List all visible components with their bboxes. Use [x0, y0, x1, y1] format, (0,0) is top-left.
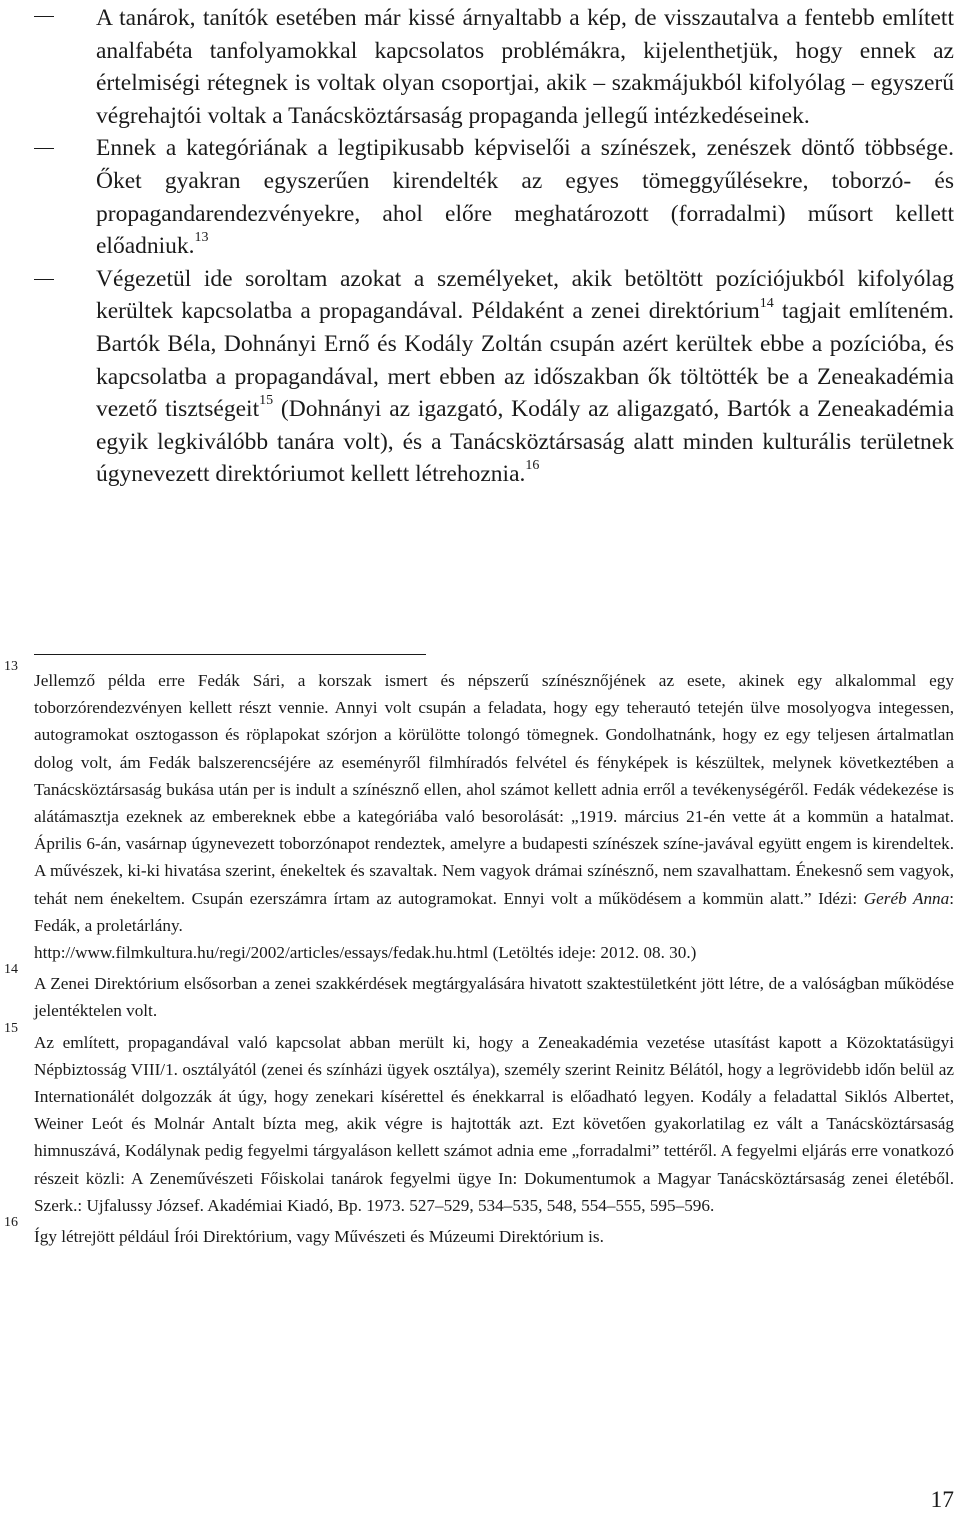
paragraph-text: A tanárok, tanítók esetében már kissé árnyaltabb a kép, de visszautalva a fentebb említett analfabéta tanfolyamokkal kapcsolatos problémákra, kijelenthetjük, hogy ennek az értelmiségi rétegnek is voltak olyan csoportjai, akik – szakmájukból kifolyólag – egyszerű végrehajtói voltak a Tanácsköztársaság propaganda jellegű intézkedéseinek.: [96, 5, 954, 129]
footnote-ref[interactable]: 13: [194, 230, 209, 246]
footnote-number: 15: [4, 1020, 18, 1036]
footnote: [0, 1215, 960, 1250]
paragraph-text: Végezetül ide soroltam azokat a személyeket, akik betöltött pozíciójukból kifolyólag kerültek kapcsolatba a propagandával. Példaként a zenei direktórium: [96, 265, 954, 325]
paragraph-text: Ennek a kategóriának a legtipikusabb képviselői a színészek, zenészek döntő többsége. Őket gyakran egyszerűen kirendelték az egyes tömeggyűlésekre, toborzó- és propagandarendezvényekre, ahol előre meghatározott (forradalmi) műsort kellett előadniuk.: [96, 135, 954, 260]
dash-bullet-icon: [34, 16, 54, 17]
page-number: 17: [930, 1487, 954, 1513]
footnote-number: 14: [4, 962, 18, 978]
footnote: [0, 962, 960, 1024]
footnote-text: Jellemző példa erre Fedák Sári, a korszak ismert és népszerű színésznőjének az esete, akinek egy alkalommal egy toborzórendezvényen kellett részt vennie. Annyi volt csupán a feladata, hogy egy teherautó tetején ülve mosolyogva integessen, autogramokat osztogasson és röplapokat szórjon a körülötte tolongó tömegnek. Gondolhatnánk, hogy ez egy teljesen ártalmatlan dolog volt, ám Fedák balszerencséjére az eseményről filmhíradós felvétel és fényképek is készültek, melynek következtében a Tanácsköztársaság bukása után per is indult a színésznő ellen, ahol számot kellett adnia erről a tevékenységéről. Fedák védekezése is alátámasztja ezeknek az embereknek ebbe a kategóriába való besorolását: „1919. március 21-én vette át a kommün a hatalmat. Április 6-án, vasárnap úgynevezett toborzónapot rendeztek, amelyre a budapesti színészek színe-javával együtt engem is kirendeltek. A művészek, ki-ki hivatása szerint, énekeltek és szavaltak. Nem vagyok drámai színésznő, nem szavalhattam. Énekesnő sem vagyok, tehát nem énekeltem. Csupán ezerszámra írtam az autogramokat. Ennyi volt a működésem a kommün alatt.” Idézi:: [34, 671, 954, 908]
footnote-text: Így létrejött például Írói Direktórium, vagy Művészeti és Múzeumi Direktórium is.: [34, 1227, 604, 1247]
footnote-text: A Zenei Direktórium elsősorban a zenei szakkérdések megtárgyalására hivatott szaktestületként jött létre, de a valóságban működése jelentéktelen volt.: [34, 974, 954, 1021]
paragraph-text: (Dohnányi az igazgató, Kodály az aligazgató, Bartók a Zeneakadémia egyik legkiválóbb tanára volt), és a Tanácsköztársaság alatt minden kulturális területnek úgynevezett direktóriumot kellett létrehoznia.: [96, 396, 954, 488]
footnote-ref[interactable]: 14: [759, 295, 774, 311]
footnote-url-line[interactable]: http://www.filmkultura.hu/regi/2002/articles/essays/fedak.hu.html (Letöltés ideje: 2012. 08. 30.): [34, 943, 697, 963]
footnote-number: 13: [4, 659, 18, 674]
bullet-paragraph: [0, 0, 960, 132]
footnote-number: 16: [4, 1215, 18, 1231]
main-text: [0, 0, 960, 491]
footnote-text: : Fedák, a proletárlány.: [34, 888, 955, 935]
paragraph-text: tagjait említeném. Bartók Béla, Dohnányi Ernő és Kodály Zoltán csupán azért kerültek ebbe a pozícióba, és kapcsolatba a propagandával, mert ebben az időszakban ők töltötték be a Zeneakadémia vezető tisztségeit: [96, 298, 954, 423]
dash-bullet-icon: [34, 279, 54, 280]
footnote-ref[interactable]: 16: [525, 458, 540, 474]
footnote: [0, 1020, 960, 1219]
footnote-author: Geréb Anna: [863, 888, 950, 908]
bullet-paragraph: [0, 132, 960, 262]
footnote: [0, 659, 960, 966]
bullet-paragraph: [0, 263, 960, 491]
dash-bullet-icon: [34, 148, 54, 149]
footnote-separator: [34, 654, 426, 655]
footnote-ref[interactable]: 15: [259, 393, 274, 409]
footnotes: [0, 659, 960, 1250]
footnote-text: Az említett, propagandával való kapcsolat abban merült ki, hogy a Zeneakadémia vezetése utasítást kapott a Közoktatásügyi Népbiztosság VIII/1. osztályától (zenei és színházi ügyek osztálya), személy szerint Reinitz Bélától, hogy a legrövidebb időn belül az Internationálét dolgozzák át úgy, hogy zenekari kísérettel és énekkarral is előadható legyen. Kodály a feladattal Siklós Albertet, Weiner Leót és Molnár Antalt bízta meg, akik végre is hajtották azt. Ezt követően gyakorlatilag ez vált a Tanácsköztársaság himnuszává, Kodálynak pedig fegyelmi tárgyaláson kellett számot adnia eme „forradalmi” tettéről. A fegyelmi eljárás erre vonatkozó részeit közli: A Zeneművészeti Főiskolai tanárok fegyelmi ügye In: Dokumentumok a Magyar Tanácsköztársaság zenei életéből. Szerk.: Ujfalussy József. Akadémiai Kiadó, Bp. 1973. 527–529, 534–535, 548, 554–555, 595–596.: [34, 1032, 954, 1215]
